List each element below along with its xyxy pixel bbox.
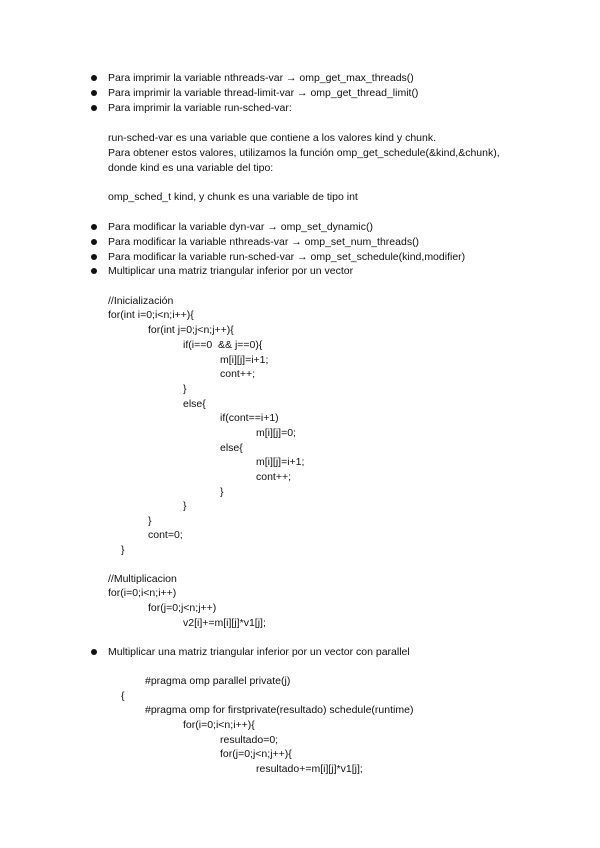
code-line: } bbox=[121, 544, 125, 556]
bullet-item: Para imprimir la variable run-sched-var: bbox=[108, 102, 292, 114]
code-line: if(cont==i+1) bbox=[220, 412, 279, 424]
bullet-item: Para imprimir la variable nthreads-var → omp_get_max_threads() bbox=[108, 72, 414, 84]
bullet-item: Para modificar la variable nthreads-var → omp_set_num_threads() bbox=[108, 236, 420, 248]
code-line: } bbox=[220, 486, 224, 498]
code-line: //Multiplicacion bbox=[108, 573, 177, 585]
code-line: v2[i]+=m[i][j]*v1[j]; bbox=[183, 617, 266, 629]
code-line: for(j=0;j<n;j++){ bbox=[220, 748, 292, 760]
code-line: { bbox=[121, 690, 125, 702]
code-line: //Inicialización bbox=[108, 295, 174, 307]
code-line: for(i=0;i<n;i++){ bbox=[183, 719, 255, 731]
bullet-icon bbox=[91, 105, 97, 111]
code-line: cont=0; bbox=[148, 529, 183, 541]
code-line: #pragma omp parallel private(j) bbox=[145, 675, 291, 687]
code-line: m[i][j]=i+1; bbox=[220, 354, 269, 366]
code-line: m[i][j]=i+1; bbox=[256, 456, 305, 468]
code-line: resultado+=m[i][j]*v1[j]; bbox=[256, 763, 363, 775]
code-line: for(j=0;j<n;j++) bbox=[148, 602, 217, 614]
bullet-item: Multiplicar una matriz triangular inferior por un vector bbox=[108, 265, 354, 277]
code-line: cont++; bbox=[256, 471, 292, 483]
bullet-icon bbox=[91, 239, 97, 245]
code-line: } bbox=[183, 383, 187, 395]
code-line: for(int i=0;i<n;i++){ bbox=[108, 309, 194, 321]
bullet-item: Multiplicar una matriz triangular inferior por un vector con parallel bbox=[108, 646, 410, 658]
code-line: } bbox=[183, 500, 187, 512]
paragraph-line: Para obtener estos valores, utilizamos la función omp_get_schedule(&kind,&chunk), bbox=[108, 147, 500, 159]
code-line: else{ bbox=[220, 442, 243, 454]
code-line: m[i][j]=0; bbox=[256, 427, 296, 439]
paragraph-line: donde kind es una variable del tipo: bbox=[108, 162, 274, 174]
code-line: #pragma omp for firstprivate(resultado) schedule(runtime) bbox=[145, 704, 414, 716]
bullet-icon bbox=[91, 254, 97, 260]
bullet-icon bbox=[91, 649, 97, 655]
bullet-icon bbox=[91, 268, 97, 274]
bullet-icon bbox=[91, 75, 97, 81]
code-line: if(i==0 && j==0){ bbox=[183, 339, 263, 351]
bullet-item: Para modificar la variable run-sched-var → omp_set_schedule(kind,modifier) bbox=[108, 251, 466, 263]
code-line: resultado=0; bbox=[220, 734, 279, 746]
bullet-icon bbox=[91, 90, 97, 96]
bullet-item: Para modificar la variable dyn-var → omp_set_dynamic() bbox=[108, 221, 373, 233]
code-line: else{ bbox=[183, 398, 206, 410]
paragraph-line: run-sched-var es una variable que contiene a los valores kind y chunk. bbox=[108, 132, 437, 144]
bullet-item: Para imprimir la variable thread-limit-var → omp_get_thread_limit() bbox=[108, 87, 419, 99]
code-line: cont++; bbox=[220, 368, 256, 380]
code-line: } bbox=[148, 515, 152, 527]
code-line: for(i=0;i<n;i++) bbox=[108, 587, 177, 599]
code-line: for(int j=0;j<n;j++){ bbox=[148, 324, 234, 336]
bullet-icon bbox=[91, 224, 97, 230]
paragraph-line: omp_sched_t kind, y chunk es una variable de tipo int bbox=[108, 191, 358, 203]
